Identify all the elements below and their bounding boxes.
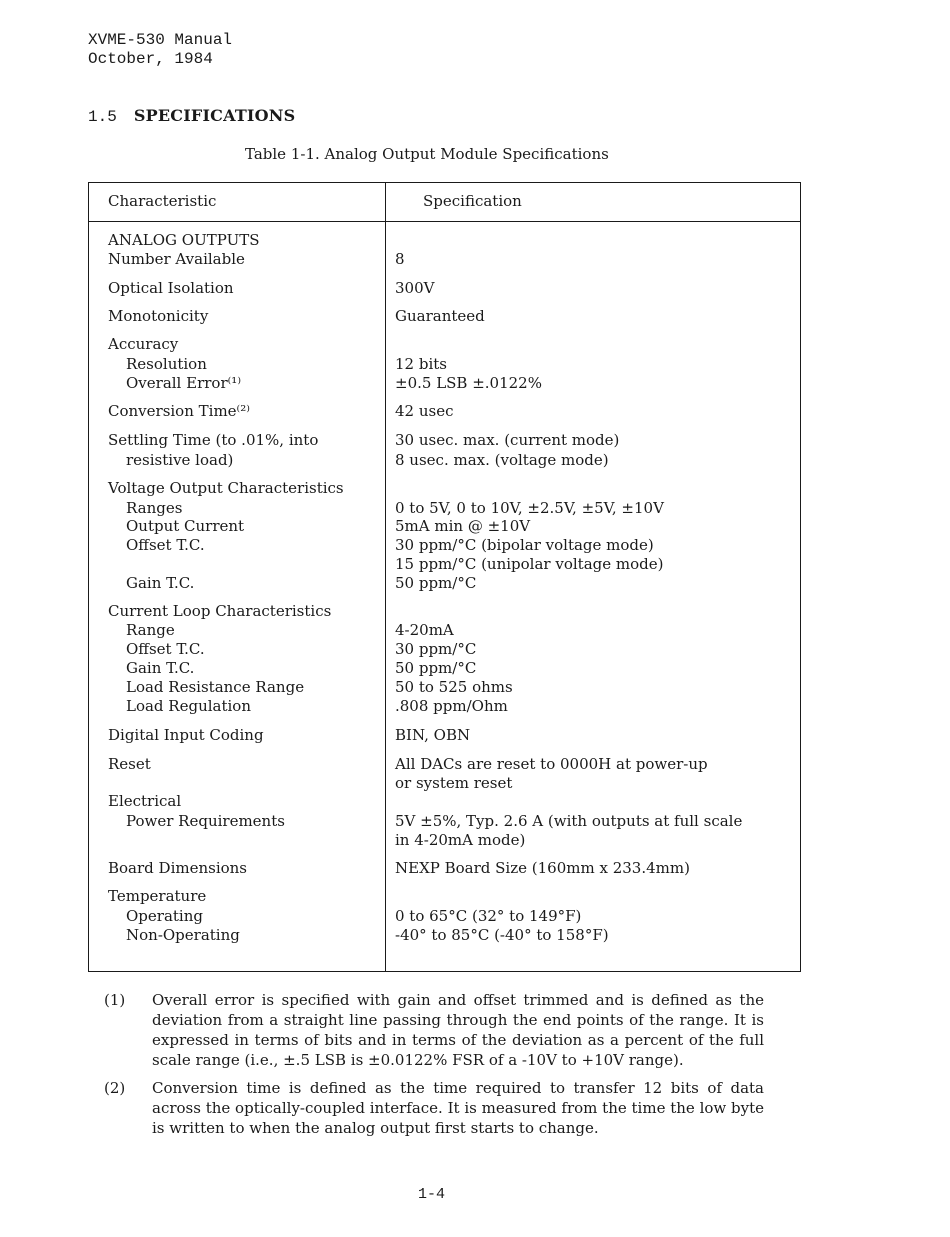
- characteristic-cell: Current Loop Characteristics: [108, 602, 332, 620]
- characteristic-cell: Board Dimensions: [108, 859, 248, 877]
- manual-date: October, 1984: [88, 50, 213, 68]
- specification-cell: 8: [395, 250, 405, 268]
- characteristic-cell: Ranges: [126, 499, 183, 517]
- characteristic-cell: Accuracy: [108, 335, 179, 353]
- specification-cell: 15 ppm/°C (unipolar voltage mode): [395, 555, 664, 573]
- specification-cell: ±0.5 LSB ±.0122%: [395, 374, 542, 392]
- specification-cell: 5V ±5%, Typ. 2.6 A (with outputs at full scale: [395, 812, 743, 830]
- footnotes: [104, 990, 764, 1146]
- characteristic-cell: Power Requirements: [126, 812, 285, 830]
- section-heading: [88, 106, 295, 126]
- specification-cell: 0 to 5V, 0 to 10V, ±2.5V, ±5V, ±10V: [395, 499, 664, 517]
- footnote-text: Conversion time is defined as the time required to transfer 12 bits of data across the optically-coupled interface. It is measured from the time the low byte is written to when the analog output first starts to change.: [152, 1079, 764, 1137]
- table-caption: Table 1-1. Analog Output Module Specifications: [245, 145, 609, 163]
- specification-cell: 4-20mA: [395, 621, 454, 639]
- characteristic-cell: Conversion Time⁽²⁾: [108, 402, 250, 420]
- specification-cell: 30 ppm/°C: [395, 640, 477, 658]
- footnote-mark: (2): [104, 1079, 126, 1097]
- characteristic-cell: Voltage Output Characteristics: [108, 479, 344, 497]
- footnote-mark: (1): [104, 991, 126, 1009]
- specification-cell: 30 usec. max. (current mode): [395, 431, 620, 449]
- specification-cell: 50 ppm/°C: [395, 574, 477, 592]
- characteristic-cell: Load Resistance Range: [126, 678, 305, 696]
- specification-cell: 50 to 525 ohms: [395, 678, 513, 696]
- header-rule: [89, 221, 800, 222]
- characteristic-cell: Offset T.C.: [126, 640, 205, 658]
- characteristic-cell: Digital Input Coding: [108, 726, 264, 744]
- characteristic-cell: Settling Time (to .01%, into: [108, 431, 319, 449]
- characteristic-cell: Gain T.C.: [126, 659, 195, 677]
- section-number: 1.5: [88, 108, 117, 126]
- specification-cell: .808 ppm/Ohm: [395, 697, 508, 715]
- specification-cell: 42 usec: [395, 402, 454, 420]
- footnote-1: [104, 990, 764, 1070]
- characteristic-cell: Load Regulation: [126, 697, 251, 715]
- characteristic-cell: Monotonicity: [108, 307, 209, 325]
- characteristic-cell: Number Available: [108, 250, 245, 268]
- specification-cell: NEXP Board Size (160mm x 233.4mm): [395, 859, 690, 877]
- characteristic-cell: Offset T.C.: [126, 536, 205, 554]
- characteristic-cell: Gain T.C.: [126, 574, 195, 592]
- specification-cell: -40° to 85°C (-40° to 158°F): [395, 926, 609, 944]
- specification-cell: 30 ppm/°C (bipolar voltage mode): [395, 536, 654, 554]
- specification-cell: or system reset: [395, 774, 513, 792]
- characteristic-cell: Non-Operating: [126, 926, 240, 944]
- characteristic-cell: Electrical: [108, 792, 182, 810]
- specification-cell: 50 ppm/°C: [395, 659, 477, 677]
- characteristic-cell: Range: [126, 621, 175, 639]
- characteristic-cell: Optical Isolation: [108, 279, 234, 297]
- manual-title: XVME-530 Manual: [88, 31, 233, 49]
- specification-cell: in 4-20mA mode): [395, 831, 526, 849]
- specification-cell: 300V: [395, 279, 435, 297]
- specification-cell: All DACs are reset to 0000H at power-up: [395, 755, 708, 773]
- specification-cell: BIN, OBN: [395, 726, 471, 744]
- column-divider: [385, 183, 386, 971]
- characteristic-cell: Overall Error⁽¹⁾: [126, 374, 241, 392]
- column-header-characteristic: Characteristic: [108, 192, 217, 210]
- specification-cell: 8 usec. max. (voltage mode): [395, 451, 609, 469]
- characteristic-cell: resistive load): [126, 451, 234, 469]
- section-name: SPECIFICATIONS: [133, 106, 296, 125]
- column-header-specification: Specification: [423, 192, 522, 210]
- specification-cell: Guaranteed: [395, 307, 485, 325]
- page-number: 1-4: [418, 1186, 446, 1203]
- characteristic-cell: Resolution: [126, 355, 207, 373]
- characteristic-cell: Reset: [108, 755, 151, 773]
- spec-table: [88, 182, 801, 972]
- footnote-text: Overall error is specified with gain and offset trimmed and is defined as the deviation from a straight line passing through the end points of the range. It is expressed in terms of bits and in terms of the deviation as a percent of the full scale range (i.e., ±.5 LSB is ±0.0122% FSR of a -10V to +10V range).: [152, 991, 764, 1069]
- document-header: [88, 31, 232, 69]
- footnote-2: [104, 1078, 764, 1138]
- specification-cell: 5mA min @ ±10V: [395, 517, 531, 535]
- characteristic-cell: Operating: [126, 907, 203, 925]
- specification-cell: 0 to 65°C (32° to 149°F): [395, 907, 582, 925]
- characteristic-cell: Temperature: [108, 887, 207, 905]
- characteristic-cell: Output Current: [126, 517, 245, 535]
- specification-cell: 12 bits: [395, 355, 447, 373]
- characteristic-cell: ANALOG OUTPUTS: [108, 231, 260, 249]
